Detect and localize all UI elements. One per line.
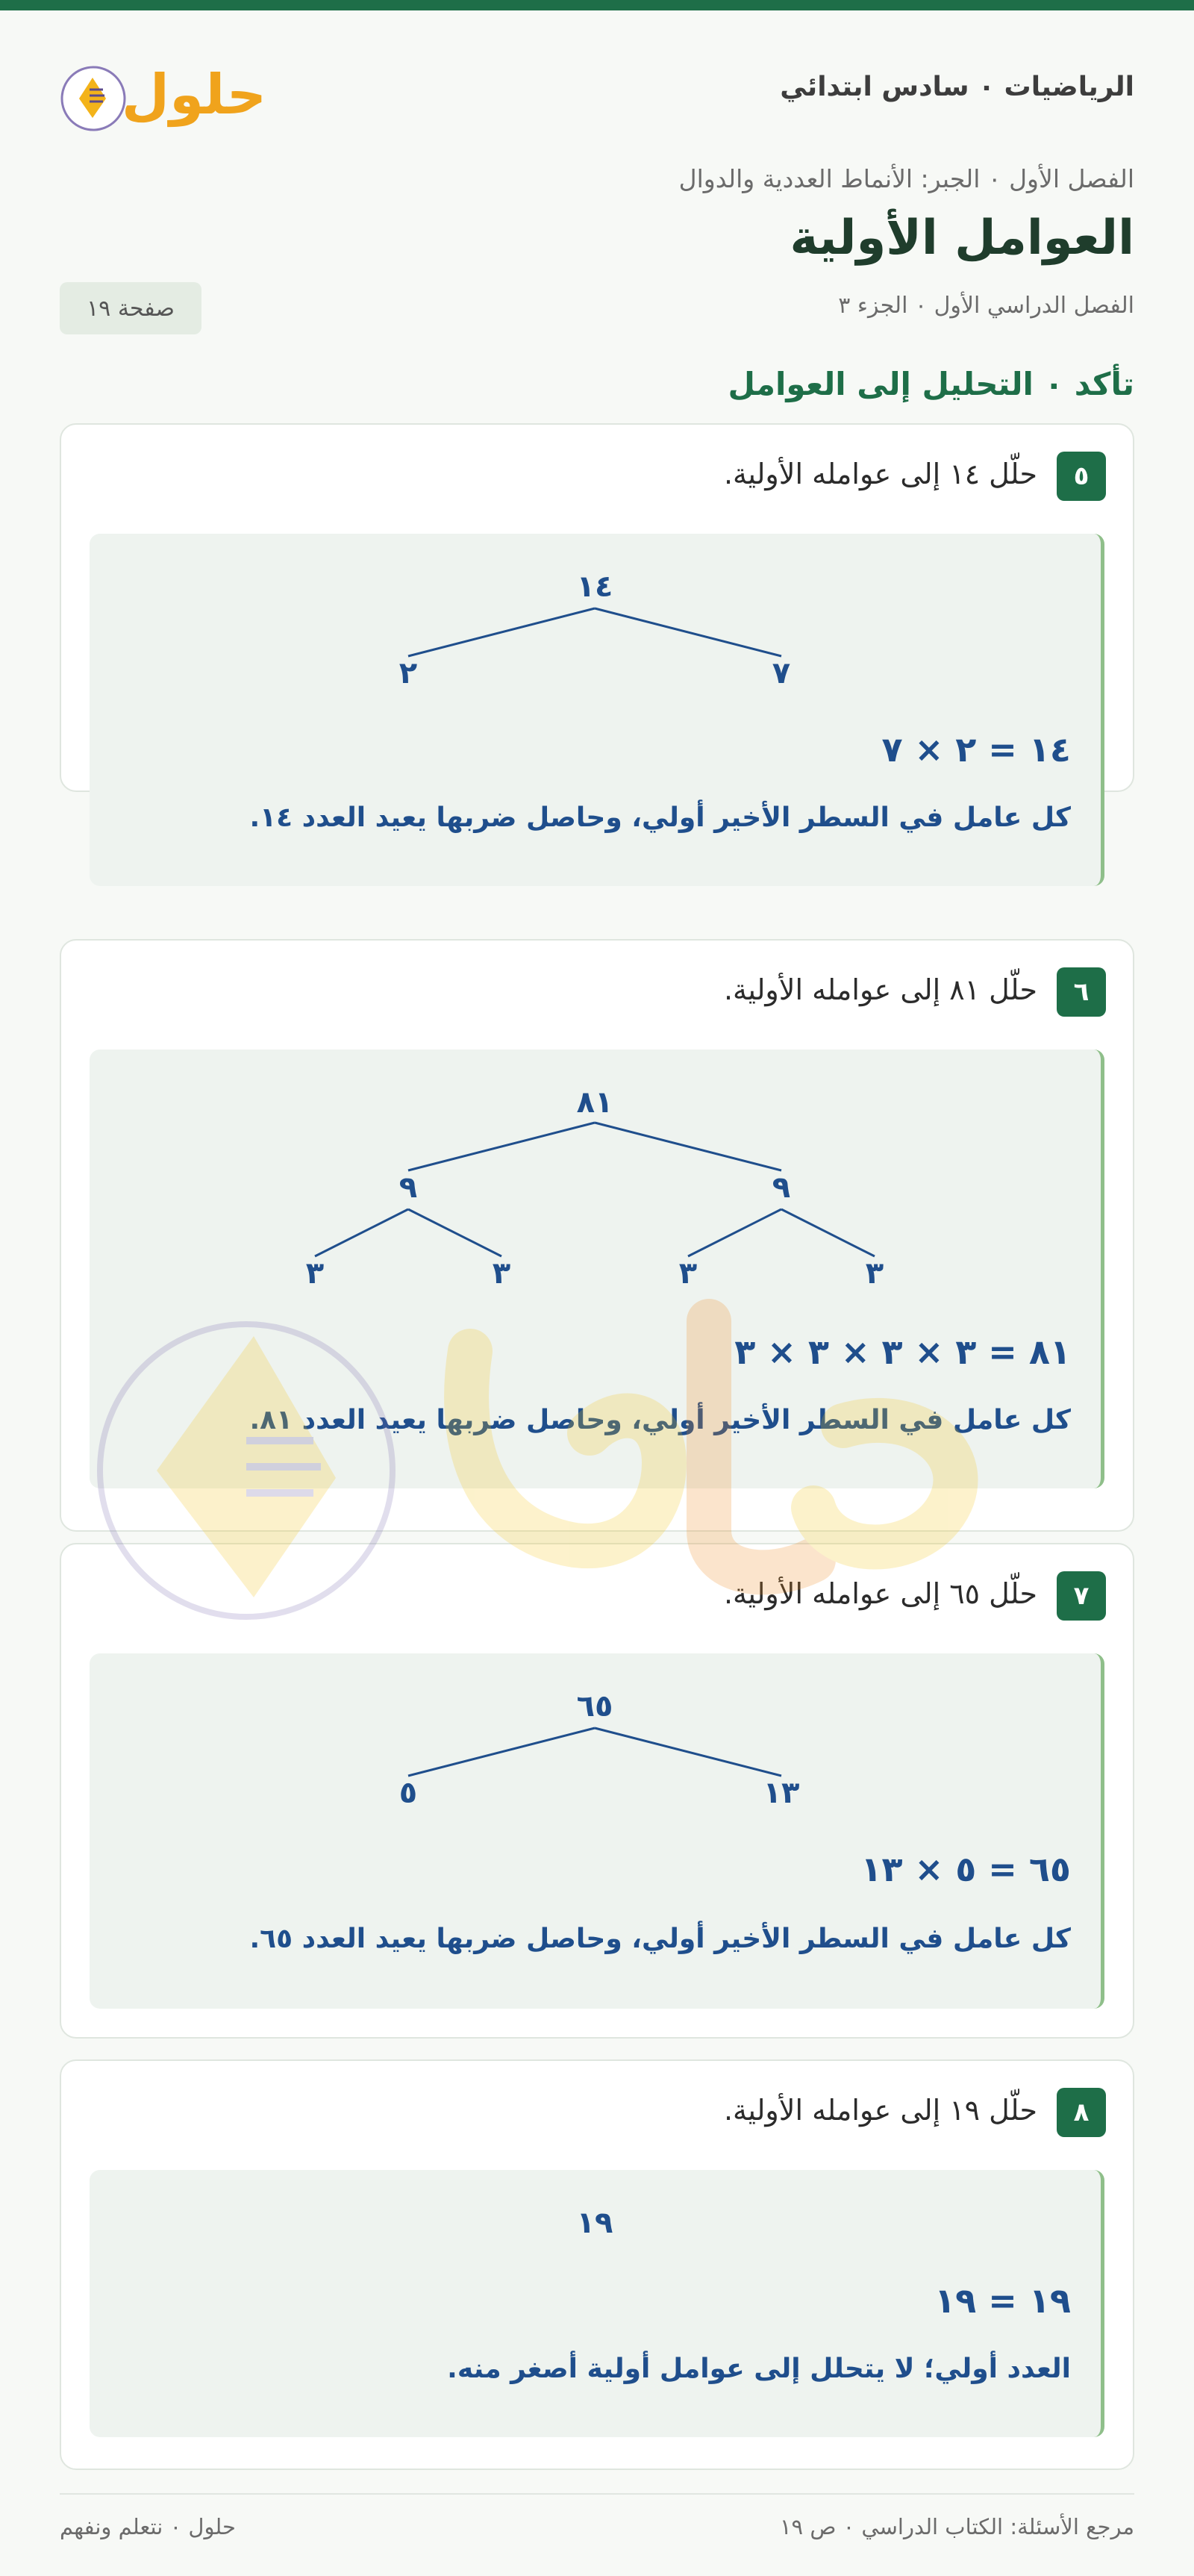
answer-box [90,1653,1104,2009]
tree-leaf: ٣ [305,1256,325,1291]
term-line: الفصل الدراسي الأول ٠ الجزء ٣ [838,293,1134,319]
question-text: حلّل ١٤ إلى عوامله الأولية. [723,458,1037,490]
tree-leaf: ٣ [678,1256,698,1291]
factor-tree [90,534,1100,705]
factor-tree [90,2170,1100,2252]
tree-root: ١٤ [576,570,613,604]
factor-equation: ١٤ = ٢ × ٧ [881,729,1071,770]
factor-equation: ١٩ = ١٩ [934,2280,1071,2321]
subject-title: الرياضيات ٠ سادس ابتدائي [780,72,1134,102]
question-number-badge: ٨ [1057,2088,1106,2137]
footer-source: مرجع الأسئلة: الكتاب الدراسي ٠ ص ١٩ [779,2514,1134,2539]
tree-root: ٦٥ [576,1689,613,1724]
factor-equation: ٨١ = ٣ × ٣ × ٣ × ٣ [734,1332,1071,1372]
tree-leaf: ٣ [492,1256,511,1291]
question-number-badge: ٦ [1057,967,1106,1017]
tree-leaf: ٧ [772,656,791,690]
question-text: حلّل ١٩ إلى عوامله الأولية. [723,2094,1037,2127]
question-card-8 [60,2059,1134,2470]
answer-explanation: كل عامل في السطر الأخير أولي، وحاصل ضربها يعيد العدد ٦٥. [249,1924,1071,1954]
answer-explanation: العدد أولي؛ لا يتحلل إلى عوامل أولية أصغر منه. [447,2354,1071,2384]
question-text: حلّل ٦٥ إلى عوامله الأولية. [723,1577,1037,1610]
answer-box [90,1050,1104,1488]
tree-root: ١٩ [576,2206,613,2240]
question-card-7 [60,1543,1134,2039]
page-badge: صفحة ١٩ [60,282,201,334]
factor-equation: ٦٥ = ٥ × ١٣ [860,1849,1071,1889]
question-card-6 [60,939,1134,1532]
footer-tagline: حلول ٠ نتعلم ونفهم [60,2514,236,2539]
footer-divider [60,2493,1134,2495]
tree-root: ٨١ [576,1085,613,1120]
question-number-badge: ٧ [1057,1571,1106,1621]
tree-node: ٩ [398,1170,418,1205]
factor-tree [90,1653,1100,1825]
section-heading: تأكد ٠ التحليل إلى العوامل [728,366,1134,402]
page [60,10,1134,2576]
factor-tree [90,1050,1100,1311]
tree-leaf: ٢ [398,656,418,690]
tree-leaf: ٥ [398,1776,418,1810]
answer-box [90,534,1104,886]
tree-leaf: ٣ [865,1256,884,1291]
chapter-line: الفصل الأول ٠ الجبر: الأنماط العددية والدوال [678,164,1134,193]
tree-leaf: ١٣ [763,1776,800,1810]
answer-explanation: كل عامل في السطر الأخير أولي، وحاصل ضربها يعيد العدد ١٤. [249,802,1071,833]
top-accent-bar [0,0,1194,10]
tree-node: ٩ [772,1170,791,1205]
answer-explanation: كل عامل في السطر الأخير أولي، وحاصل ضربها يعيد العدد ٨١. [249,1405,1071,1435]
logo-text: حلول [121,63,267,127]
answer-box [90,2170,1104,2437]
page-header [60,10,1134,130]
lesson-title: العوامل الأولية [790,210,1134,266]
hulul-logo [60,52,269,142]
question-number-badge: ٥ [1057,452,1106,501]
question-card-5 [60,423,1134,833]
question-text: حلّل ٨١ إلى عوامله الأولية. [723,973,1037,1006]
